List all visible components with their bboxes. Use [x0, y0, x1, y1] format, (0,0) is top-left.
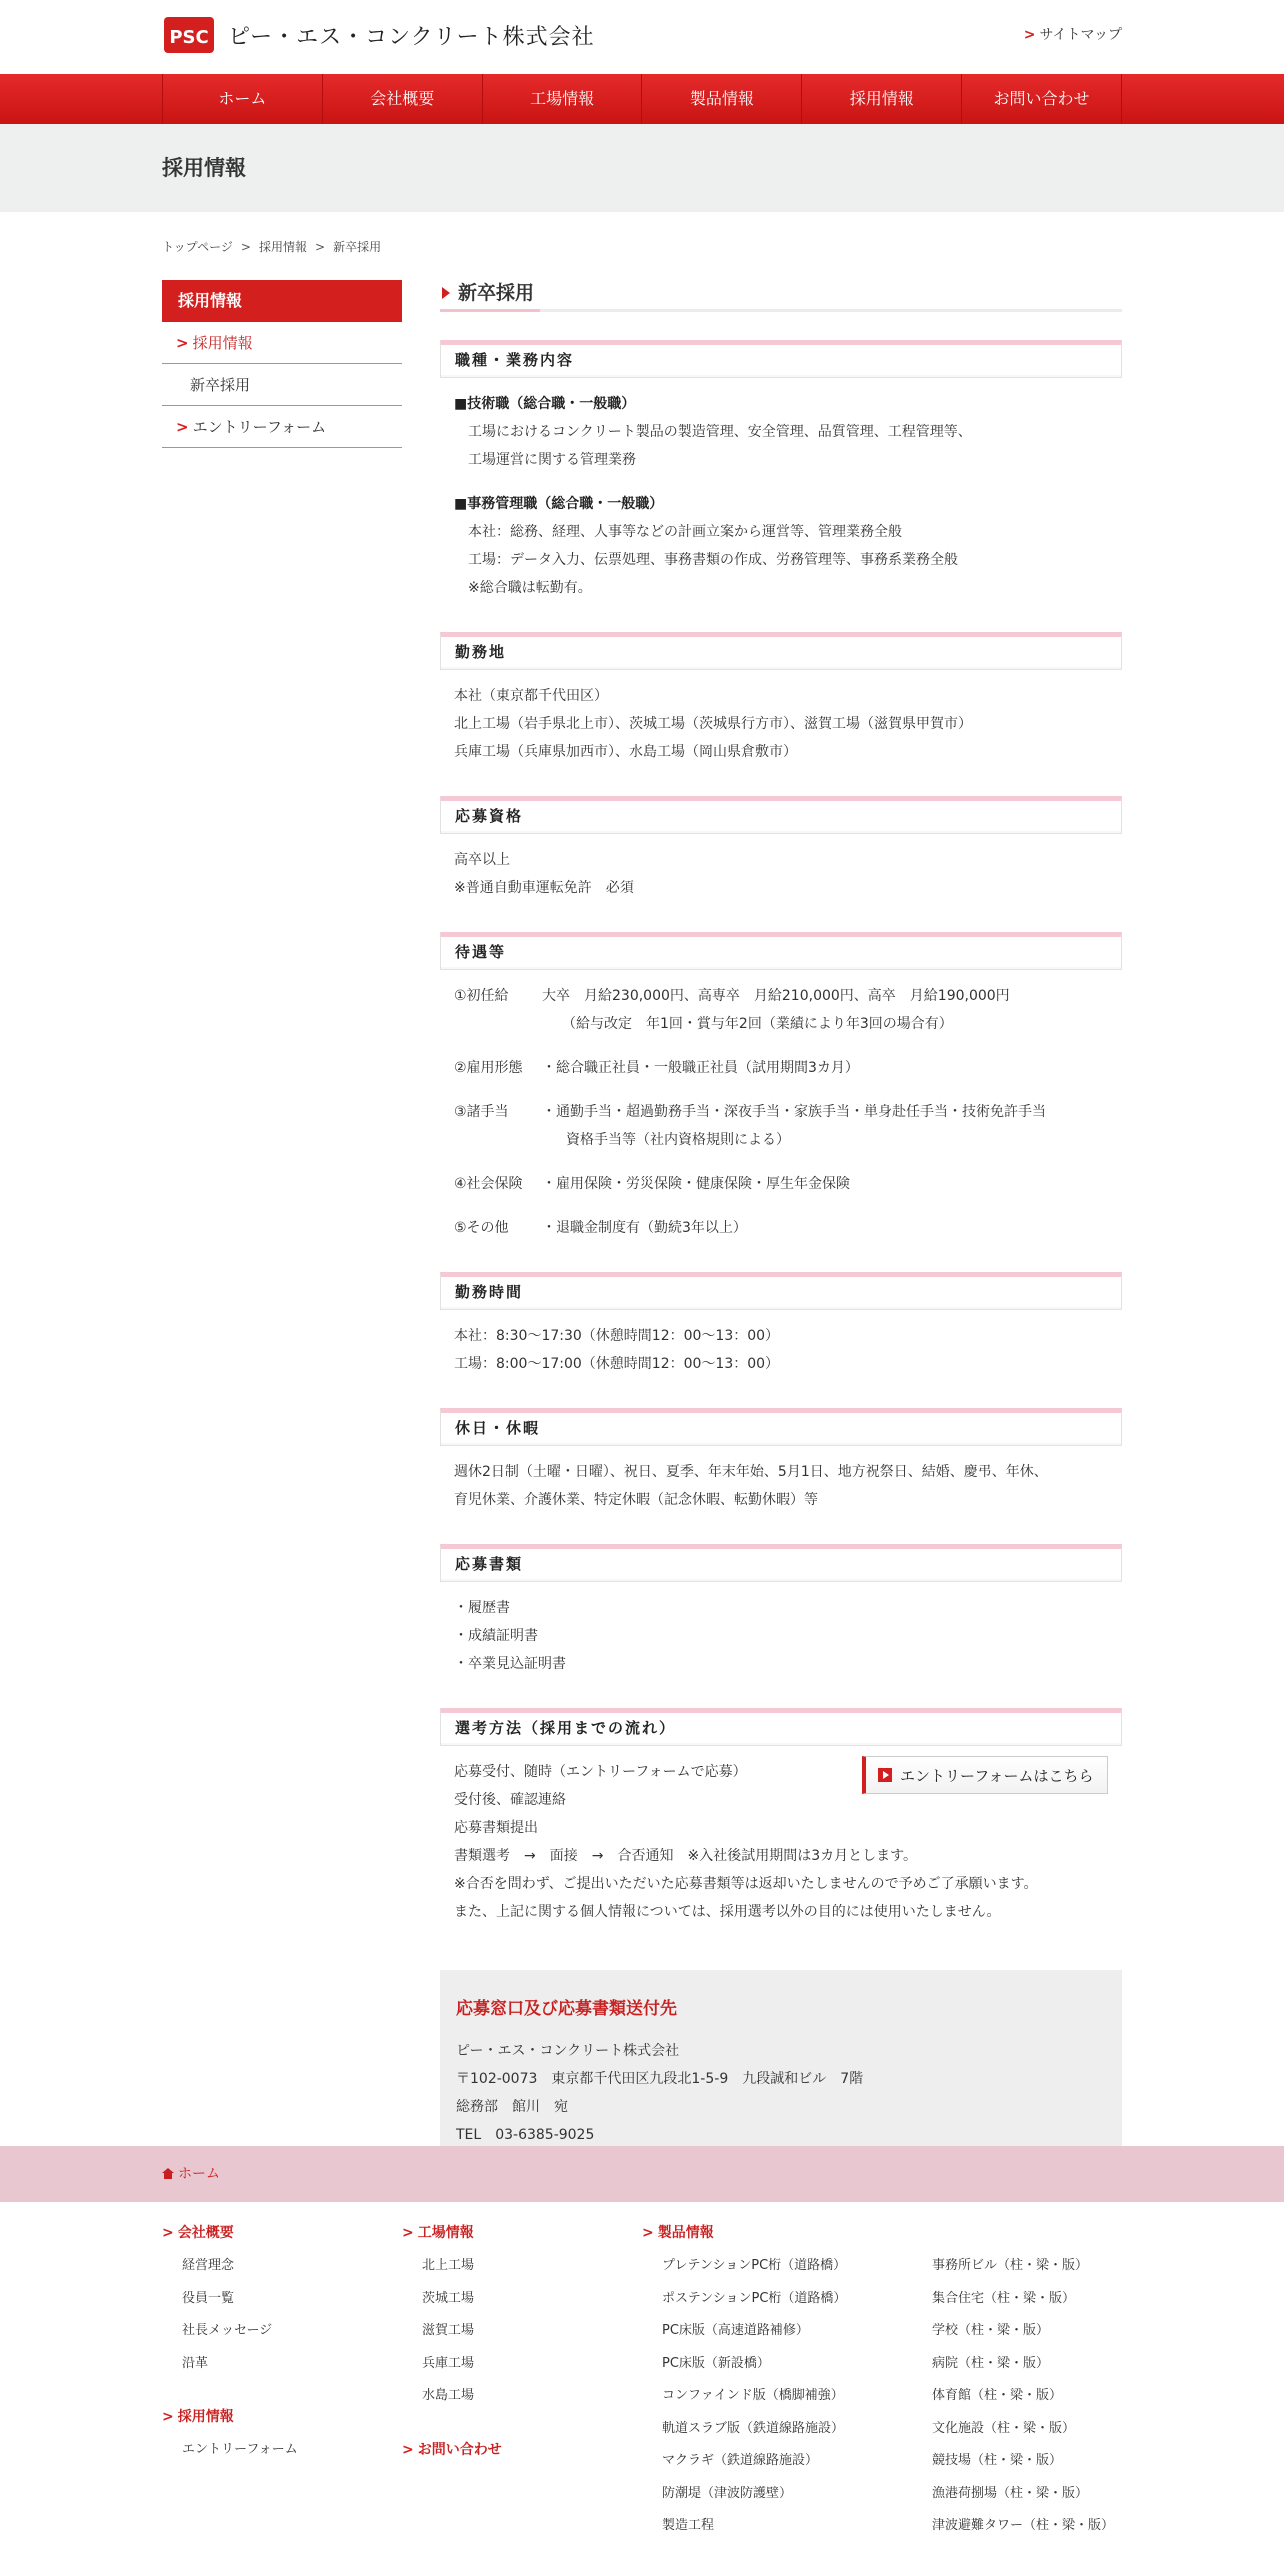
chevron-right-icon: >: [1023, 27, 1036, 43]
benefit-salary: [454, 982, 1108, 1010]
footer-link[interactable]: 役員一覧: [182, 2290, 235, 2306]
section-heading-holidays: 休日・休暇: [440, 1408, 1122, 1446]
benefit-label: ②雇用形態: [454, 1060, 523, 1076]
breadcrumb-top[interactable]: トップページ: [162, 240, 233, 254]
nav-contact[interactable]: お問い合わせ: [961, 74, 1122, 124]
selection-block: [440, 1708, 1122, 1926]
contact-line: 〒102-0073 東京都千代田区九段北1-5-9 九段誠和ビル 7階: [456, 2071, 864, 2087]
benefit-value: ・雇用保険・労災保険・健康保険・厚生年金保険: [542, 1176, 850, 1192]
footer-link[interactable]: コンファインド版（橋脚補強）: [662, 2388, 844, 2403]
contact-box: [440, 1970, 1122, 2168]
selection-line: ※合否を問わず、ご提出いただいた応募書類等は返却いたしませんので予めご了承願います。: [454, 1876, 1038, 1892]
entry-form-button[interactable]: [862, 1756, 1108, 1794]
sitemap-label: サイトマップ: [1039, 27, 1122, 43]
sitemap-link[interactable]: [1024, 24, 1122, 44]
chevron-right-icon: >: [176, 418, 189, 436]
chevron-right-icon: >: [162, 2409, 174, 2425]
job-office-line: ※総合職は転勤有。: [468, 580, 592, 596]
footer-link[interactable]: PC床版（新設橋）: [662, 2355, 770, 2371]
location-line: 北上工場（岩手県北上市）、茨城工場（茨城県行方市）、滋賀工場（滋賀県甲賀市）: [454, 716, 972, 732]
footer-link[interactable]: 学校（柱・梁・版）: [932, 2323, 1050, 2338]
nav-home[interactable]: ホーム: [162, 74, 322, 124]
selection-line: 書類選考 → 面接 → 合否通知 ※入社後試用期間は3カ月とします。: [454, 1848, 917, 1864]
documents-line: ・成績証明書: [454, 1628, 538, 1644]
hours-line: 本社：8:30～17:30（休憩時間12：00～13：00）: [454, 1328, 780, 1344]
job-tech-line: 工場運営に関する管理業務: [468, 452, 636, 468]
holidays-line: 育児休業、介護休業、特定休暇（記念休暇、転勤休暇）等: [454, 1492, 818, 1508]
job-office-line: 本社：総務、経理、人事等などの計画立案から運営等、管理業務全般: [468, 524, 902, 540]
footer-home-bar: [0, 2146, 1284, 2202]
job-office-title: ■事務管理職（総合職・一般職）: [454, 496, 664, 512]
footer-link[interactable]: 水島工場: [422, 2388, 475, 2403]
section-documents: [440, 1582, 1122, 1678]
sidebar-item-entry-form[interactable]: [162, 406, 402, 448]
company-name: ピー・エス・コンクリート株式会社: [228, 24, 595, 50]
footer-link[interactable]: 事務所ビル（柱・梁・版）: [932, 2258, 1089, 2273]
section-heading-selection: 選考方法（採用までの流れ）: [440, 1708, 1122, 1746]
location-line: 本社（東京都千代田区）: [454, 688, 608, 704]
footer-home-label: ホーム: [178, 2166, 220, 2182]
benefit-note: （給与改定 年1回・賞与年2回（業績により年3回の場合有）: [562, 1016, 953, 1032]
sidebar: [162, 280, 402, 2168]
footer-link[interactable]: 漁港荷捌場（柱・梁・版）: [932, 2485, 1089, 2501]
play-icon: [878, 1768, 892, 1782]
footer-link[interactable]: プレテンションPC桁（道路橋）: [662, 2258, 847, 2273]
benefit-note: 資格手当等（社内資格規則による）: [566, 1132, 790, 1148]
footer-col-factory: [402, 2222, 502, 2463]
qualification-line: 高卒以上: [454, 852, 510, 868]
section-heading-job: 職種・業務内容: [440, 340, 1122, 378]
footer-heading-label: 製品情報: [657, 2225, 714, 2241]
footer-link[interactable]: 北上工場: [422, 2258, 475, 2273]
footer-heading-company[interactable]: [162, 2222, 298, 2246]
contact-title: 応募窓口及び応募書類送付先: [456, 1999, 677, 2019]
nav-factory[interactable]: 工場情報: [482, 74, 642, 124]
footer-link[interactable]: 兵庫工場: [422, 2355, 475, 2371]
chevron-right-icon: >: [176, 334, 189, 352]
selection-line: 受付後、確認連絡: [454, 1792, 566, 1808]
benefit-label: ①初任給: [454, 988, 509, 1004]
footer-col-products: [642, 2222, 1122, 2547]
sidebar-item-label: エントリーフォーム: [192, 418, 327, 436]
benefit-label: ④社会保険: [454, 1176, 523, 1192]
section-heading-hours: 勤務時間: [440, 1272, 1122, 1310]
footer-col-company: [162, 2222, 298, 2471]
section-holidays: [440, 1446, 1122, 1514]
footer-heading-label: お問い合わせ: [417, 2441, 502, 2458]
sidebar-heading: 採用情報: [162, 280, 402, 322]
benefit-insurance: [454, 1170, 1108, 1198]
section-benefits: [440, 970, 1122, 1242]
home-icon: [162, 2168, 174, 2179]
footer-link[interactable]: 防潮堤（津波防護壁）: [662, 2485, 793, 2501]
benefit-value: ・退職金制度有（勤続3年以上）: [542, 1220, 747, 1236]
global-nav: [0, 74, 1284, 124]
benefit-label: ③諸手当: [454, 1104, 509, 1120]
footer-link[interactable]: 茨城工場: [422, 2290, 475, 2306]
holidays-line: 週休2日制（土曜・日曜）、祝日、夏季、年末年始、5月1日、地方祝祭日、結婚、慶弔、年休、: [454, 1464, 1048, 1480]
footer-link[interactable]: 沿革: [182, 2355, 209, 2371]
chevron-right-icon: >: [162, 2225, 174, 2241]
main-heading: 新卒採用: [440, 280, 1122, 312]
footer-heading-label: 採用情報: [177, 2409, 234, 2425]
documents-line: ・卒業見込証明書: [454, 1656, 566, 1672]
footer-home-link[interactable]: [162, 2146, 1122, 2202]
benefit-employment: [454, 1054, 1108, 1082]
documents-line: ・履歴書: [454, 1600, 510, 1616]
selection-line: また、上記に関する個人情報については、採用選考以外の目的には使用いたしません。: [454, 1904, 1001, 1920]
footer-link[interactable]: マクラギ（鉄道線路施設）: [662, 2453, 819, 2468]
sidebar-item-label: 採用情報: [192, 334, 253, 352]
footer-link[interactable]: 集合住宅（柱・梁・版）: [932, 2290, 1076, 2306]
main-content: [440, 280, 1122, 2168]
footer-link[interactable]: 体育館（柱・梁・版）: [932, 2388, 1063, 2403]
benefit-other: [454, 1214, 1108, 1242]
hours-line: 工場：8:00～17:00（休憩時間12：00～13：00）: [454, 1356, 780, 1372]
page-title-bar: [0, 124, 1284, 212]
section-heading-qualification: 応募資格: [440, 796, 1122, 834]
benefit-value: 大卒 月給230,000円、高専卒 月給210,000円、高卒 月給190,000円: [542, 988, 1010, 1004]
chevron-right-icon: >: [642, 2225, 654, 2241]
job-tech-line: 工場におけるコンクリート製品の製造管理、安全管理、品質管理、工程管理等、: [468, 424, 972, 440]
chevron-right-icon: >: [402, 2441, 414, 2458]
footer-link[interactable]: エントリーフォーム: [182, 2442, 298, 2457]
section-heading-documents: 応募書類: [440, 1544, 1122, 1582]
breadcrumb: [162, 238, 1122, 258]
footer-link[interactable]: 競技場（柱・梁・版）: [932, 2453, 1063, 2468]
footer-heading-label: 会社概要: [177, 2225, 234, 2241]
job-office-line: 工場：データ入力、伝票処理、事務書類の作成、労務管理等、事務系業務全般: [468, 552, 958, 568]
benefit-value: ・通勤手当・超過勤務手当・深夜手当・家族手当・単身赴任手当・技術免許手当: [542, 1104, 1046, 1120]
benefit-value: ・総合職正社員・一般職正社員（試用期間3カ月）: [542, 1060, 859, 1076]
footer-link[interactable]: 滋賀工場: [422, 2323, 475, 2338]
selection-line: 応募書類提出: [454, 1820, 538, 1836]
footer-heading-factory[interactable]: [402, 2222, 502, 2246]
footer-heading-recruit[interactable]: [162, 2406, 298, 2430]
chevron-right-icon: >: [402, 2225, 414, 2241]
psc-logo-icon: [162, 14, 218, 56]
breadcrumb-recruit[interactable]: 採用情報: [258, 240, 307, 254]
section-heading-benefits: 待遇等: [440, 932, 1122, 970]
footer-link[interactable]: ポステンションPC桁（道路橋）: [662, 2290, 847, 2306]
location-line: 兵庫工場（兵庫県加西市）、水島工場（岡山県倉敷市）: [454, 744, 797, 760]
footer-link[interactable]: 津波避難タワー（柱・梁・版）: [932, 2518, 1115, 2533]
sidebar-item-recruit[interactable]: [162, 322, 402, 364]
footer-link[interactable]: 社長メッセージ: [182, 2323, 273, 2338]
contact-line: TEL 03-6385-9025: [456, 2127, 595, 2143]
section-location: [440, 670, 1122, 766]
section-job: [440, 378, 1122, 602]
contact-line: ピー・エス・コンクリート株式会社: [456, 2043, 680, 2059]
svg-text:PSC: PSC: [169, 27, 209, 48]
site-header: [162, 0, 1122, 74]
section-qualification: [440, 834, 1122, 902]
breadcrumb-separator-icon: >: [240, 240, 251, 254]
footer-link[interactable]: 文化施設（柱・梁・版）: [932, 2420, 1076, 2436]
footer-link[interactable]: 経営理念: [182, 2258, 235, 2273]
company-logo[interactable]: [162, 14, 595, 56]
benefit-allowance: [454, 1098, 1108, 1126]
section-hours: [440, 1310, 1122, 1378]
entry-form-button-label: エントリーフォームはこちら: [900, 1766, 1094, 1785]
footer-heading-label: 工場情報: [417, 2225, 474, 2241]
sidebar-item-label: 新卒採用: [190, 376, 251, 394]
qualification-line: ※普通自動車運転免許 必須: [454, 880, 634, 896]
breadcrumb-separator-icon: >: [315, 240, 326, 254]
benefit-label: ⑤その他: [454, 1220, 509, 1236]
nav-company[interactable]: 会社概要: [322, 74, 482, 124]
page-title: 採用情報: [162, 156, 246, 180]
nav-recruit[interactable]: 採用情報: [801, 74, 961, 124]
footer-link[interactable]: PC床版（高速道路補修）: [662, 2323, 809, 2338]
breadcrumb-current: 新卒採用: [333, 240, 382, 254]
job-tech-title: ■技術職（総合職・一般職）: [454, 396, 636, 412]
contact-line: 総務部 館川 宛: [456, 2099, 568, 2115]
footer-link[interactable]: 製造工程: [662, 2518, 715, 2533]
selection-line: 応募受付、随時（エントリーフォームで応募）: [454, 1764, 747, 1780]
footer-heading-products[interactable]: [642, 2222, 1122, 2246]
section-heading-location: 勤務地: [440, 632, 1122, 670]
nav-products[interactable]: 製品情報: [641, 74, 801, 124]
footer-link[interactable]: 病院（柱・梁・版）: [932, 2355, 1050, 2371]
footer-heading-inquiry[interactable]: [402, 2439, 502, 2463]
sidebar-item-new-graduate[interactable]: [162, 364, 402, 406]
footer-link[interactable]: 軌道スラブ版（鉄道線路施設）: [662, 2420, 845, 2436]
